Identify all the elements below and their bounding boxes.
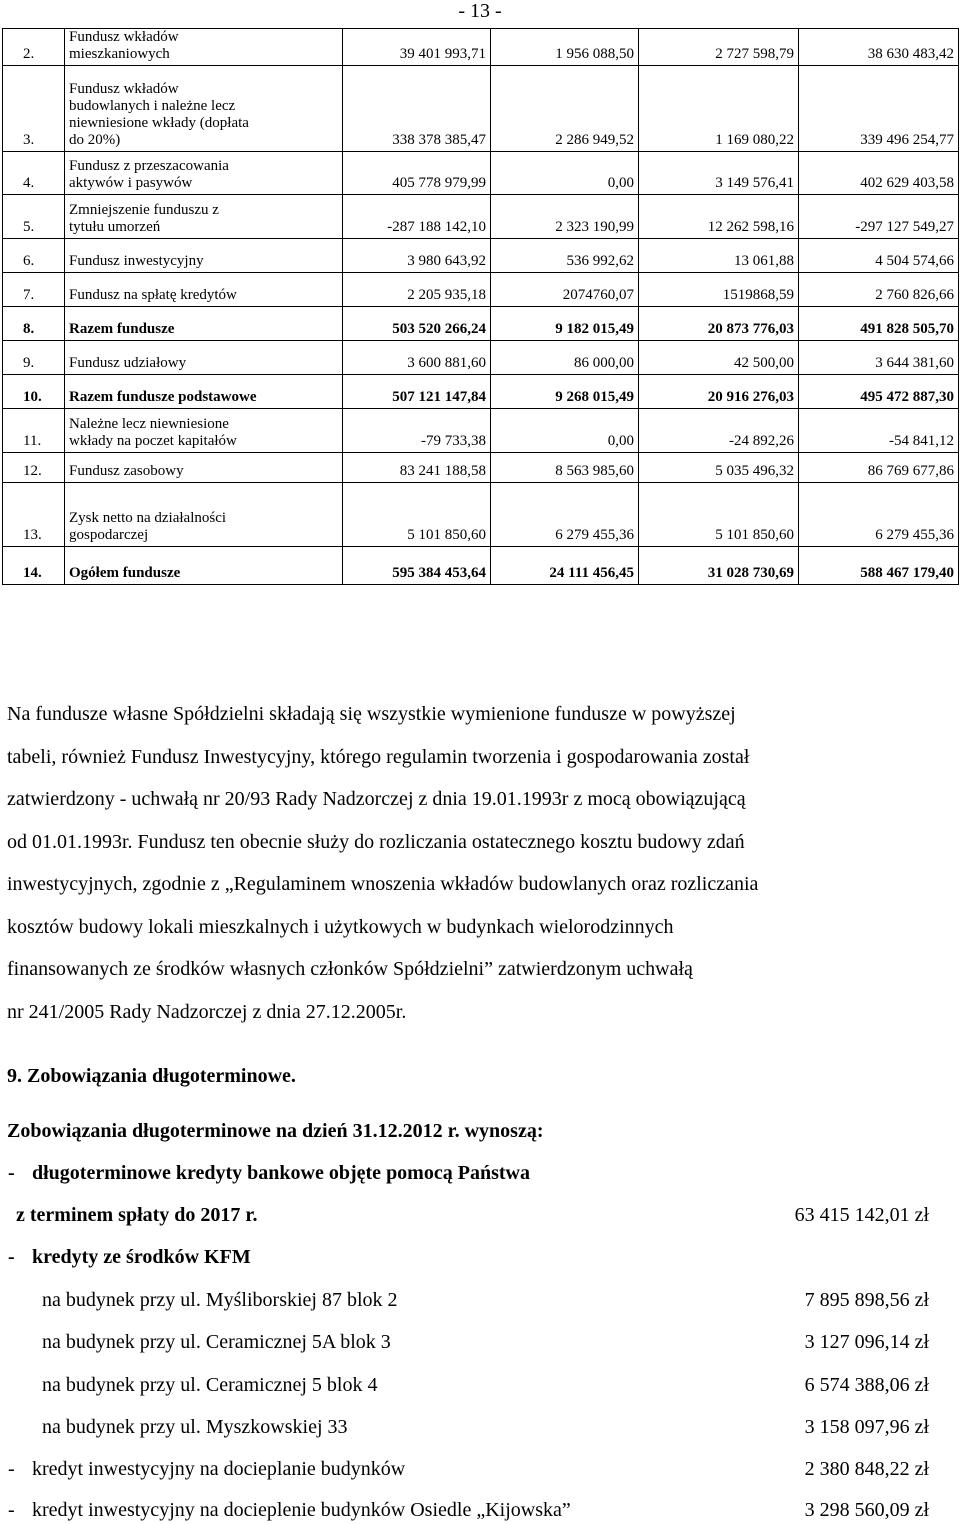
value-cell: 588 467 179,40 (799, 547, 959, 585)
table-row (3, 29, 959, 66)
paragraph-line: kosztów budowy lokali mieszkalnych i użytkowych w budynkach wielorodzinnych (7, 915, 674, 938)
value-cell: 2 760 826,66 (799, 273, 959, 307)
list-item-label: kredyty ze środków KFM (32, 1246, 251, 1268)
table-row (3, 453, 959, 483)
value-cell: -79 733,38 (343, 409, 491, 453)
value-cell: 495 472 887,30 (799, 375, 959, 409)
value-cell: 507 121 147,84 (343, 375, 491, 409)
row-number-cell: 2. (3, 29, 65, 66)
list-dash: - (8, 1499, 15, 1521)
row-number-cell: 7. (3, 273, 65, 307)
funds-description-paragraph (7, 693, 931, 1033)
fund-name-cell: Fundusz z przeszacowania aktywów i pasywów (65, 152, 343, 195)
value-cell: 0,00 (491, 152, 639, 195)
value-cell: 20 873 776,03 (639, 307, 799, 341)
value-cell: 405 778 979,99 (343, 152, 491, 195)
section-heading: 9. Zobowiązania długoterminowe. (7, 1065, 296, 1087)
value-cell: 3 980 643,92 (343, 239, 491, 273)
fund-name-cell: Zysk netto na działalności gospodarczej (65, 483, 343, 547)
value-cell: 5 101 850,60 (343, 483, 491, 547)
list-item-label: kredyt inwestycyjny na docieplanie budynków (32, 1458, 406, 1480)
kfm-loan-amount: 3 158 097,96 zł (804, 1416, 929, 1438)
row-number-cell: 12. (3, 453, 65, 483)
value-cell: 339 496 254,77 (799, 66, 959, 152)
table-row (3, 341, 959, 375)
fund-name-cell: Fundusz zasobowy (65, 453, 343, 483)
value-cell: 0,00 (491, 409, 639, 453)
value-cell: 402 629 403,58 (799, 152, 959, 195)
fund-name-cell: Fundusz inwestycyjny (65, 239, 343, 273)
page-number: - 13 - (458, 0, 502, 22)
kfm-loan-amount: 7 895 898,56 zł (804, 1289, 929, 1311)
paragraph-line: Na fundusze własne Spółdzielni składają się wszystkie wymienione fundusze w powyższej (7, 703, 736, 725)
fund-name-cell: Fundusz udziałowy (65, 341, 343, 375)
value-cell: 38 630 483,42 (799, 29, 959, 66)
fund-name-cell: Razem fundusze (65, 307, 343, 341)
table-row (3, 483, 959, 547)
value-cell: 2 205 935,18 (343, 273, 491, 307)
table-row (3, 239, 959, 273)
value-cell: 2074760,07 (491, 273, 639, 307)
row-number-cell: 14. (3, 547, 65, 585)
value-cell: 9 182 015,49 (491, 307, 639, 341)
value-cell: 491 828 505,70 (799, 307, 959, 341)
fund-name-cell: Razem fundusze podstawowe (65, 375, 343, 409)
list-dash: - (8, 1162, 15, 1184)
funds-table (2, 28, 959, 585)
kfm-loan-label: na budynek przy ul. Ceramicznej 5 blok 4 (42, 1374, 378, 1396)
value-cell: 3 644 381,60 (799, 341, 959, 375)
row-number-cell: 5. (3, 195, 65, 239)
value-cell: 86 769 677,86 (799, 453, 959, 483)
list-item-label: kredyt inwestycyjny na docieplenie budynków Osiedle „Kijowska” (32, 1499, 571, 1521)
fund-name-cell: Fundusz na spłatę kredytów (65, 273, 343, 307)
list-item-label: długoterminowe kredyty bankowe objęte pomocą Państwa (32, 1162, 530, 1184)
table-row (3, 152, 959, 195)
kfm-loan-label: na budynek przy ul. Ceramicznej 5A blok 3 (42, 1331, 391, 1353)
table-row (3, 195, 959, 239)
list-item-label: z terminem spłaty do 2017 r. (16, 1204, 258, 1226)
value-cell: 1 169 080,22 (639, 66, 799, 152)
value-cell: 2 323 190,99 (491, 195, 639, 239)
value-cell: 39 401 993,71 (343, 29, 491, 66)
table-row (3, 375, 959, 409)
kfm-loan-amount: 6 574 388,06 zł (804, 1374, 929, 1396)
row-number-cell: 9. (3, 341, 65, 375)
value-cell: 503 520 266,24 (343, 307, 491, 341)
value-cell: -54 841,12 (799, 409, 959, 453)
value-cell: 42 500,00 (639, 341, 799, 375)
kfm-loan-label: na budynek przy ul. Myśliborskiej 87 blok 2 (42, 1289, 398, 1311)
value-cell: 24 111 456,45 (491, 547, 639, 585)
value-cell: 595 384 453,64 (343, 547, 491, 585)
value-cell: 31 028 730,69 (639, 547, 799, 585)
paragraph-line: zatwierdzony - uchwałą nr 20/93 Rady Nadzorczej z dnia 19.01.1993r z mocą obowiązującą (7, 788, 746, 810)
list-item-amount: 63 415 142,01 zł (794, 1204, 929, 1226)
list-dash: - (8, 1246, 15, 1268)
liabilities-subheading: Zobowiązania długoterminowe na dzień 31.12.2012 r. wynoszą: (7, 1120, 544, 1142)
table-row (3, 409, 959, 453)
kfm-loan-label: na budynek przy ul. Myszkowskiej 33 (42, 1416, 348, 1438)
value-cell: 1 956 088,50 (491, 29, 639, 66)
kfm-loan-amount: 3 127 096,14 zł (804, 1331, 929, 1353)
value-cell: -24 892,26 (639, 409, 799, 453)
paragraph-line: tabeli, również Fundusz Inwestycyjny, którego regulamin tworzenia i gospodarowania został (7, 745, 750, 768)
fund-name-cell: Należne lecz niewniesione wkłady na poczet kapitałów (65, 409, 343, 453)
fund-name-cell: Fundusz wkładów mieszkaniowych (65, 29, 343, 66)
table-row (3, 273, 959, 307)
list-item-amount: 2 380 848,22 zł (804, 1458, 929, 1480)
value-cell: 83 241 188,58 (343, 453, 491, 483)
value-cell: 1519868,59 (639, 273, 799, 307)
value-cell: 4 504 574,66 (799, 239, 959, 273)
value-cell: -287 188 142,10 (343, 195, 491, 239)
row-number-cell: 10. (3, 375, 65, 409)
table-row (3, 547, 959, 585)
table-row (3, 66, 959, 152)
list-dash: - (8, 1458, 15, 1480)
value-cell: 13 061,88 (639, 239, 799, 273)
value-cell: 3 149 576,41 (639, 152, 799, 195)
value-cell: 6 279 455,36 (491, 483, 639, 547)
fund-name-cell: Ogółem fundusze (65, 547, 343, 585)
row-number-cell: 6. (3, 239, 65, 273)
value-cell: 86 000,00 (491, 341, 639, 375)
value-cell: 8 563 985,60 (491, 453, 639, 483)
value-cell: 536 992,62 (491, 239, 639, 273)
value-cell: 20 916 276,03 (639, 375, 799, 409)
paragraph-line: nr 241/2005 Rady Nadzorczej z dnia 27.12.2005r. (7, 1000, 407, 1023)
value-cell: 2 286 949,52 (491, 66, 639, 152)
list-item-amount: 3 298 560,09 zł (804, 1499, 929, 1521)
value-cell: 3 600 881,60 (343, 341, 491, 375)
row-number-cell: 3. (3, 66, 65, 152)
value-cell: 5 035 496,32 (639, 453, 799, 483)
row-number-cell: 13. (3, 483, 65, 547)
value-cell: 2 727 598,79 (639, 29, 799, 66)
paragraph-line: finansowanych ze środków własnych członków Spółdzielni” zatwierdzonym uchwałą (7, 958, 693, 980)
value-cell: 338 378 385,47 (343, 66, 491, 152)
row-number-cell: 8. (3, 307, 65, 341)
value-cell: 6 279 455,36 (799, 483, 959, 547)
fund-name-cell: Fundusz wkładów budowlanych i należne lecz niewniesione wkłady (dopłata do 20%) (65, 66, 343, 152)
fund-name-cell: Zmniejszenie funduszu z tytułu umorzeń (65, 195, 343, 239)
table-row (3, 307, 959, 341)
paragraph-line: od 01.01.1993r. Fundusz ten obecnie służy do rozliczania ostatecznego kosztu budowy zdań (7, 830, 745, 853)
row-number-cell: 11. (3, 409, 65, 453)
value-cell: 5 101 850,60 (639, 483, 799, 547)
row-number-cell: 4. (3, 152, 65, 195)
value-cell: 12 262 598,16 (639, 195, 799, 239)
paragraph-line: inwestycyjnych, zgodnie z „Regulaminem wnoszenia wkładów budowlanych oraz rozliczania (7, 873, 759, 895)
value-cell: 9 268 015,49 (491, 375, 639, 409)
value-cell: -297 127 549,27 (799, 195, 959, 239)
